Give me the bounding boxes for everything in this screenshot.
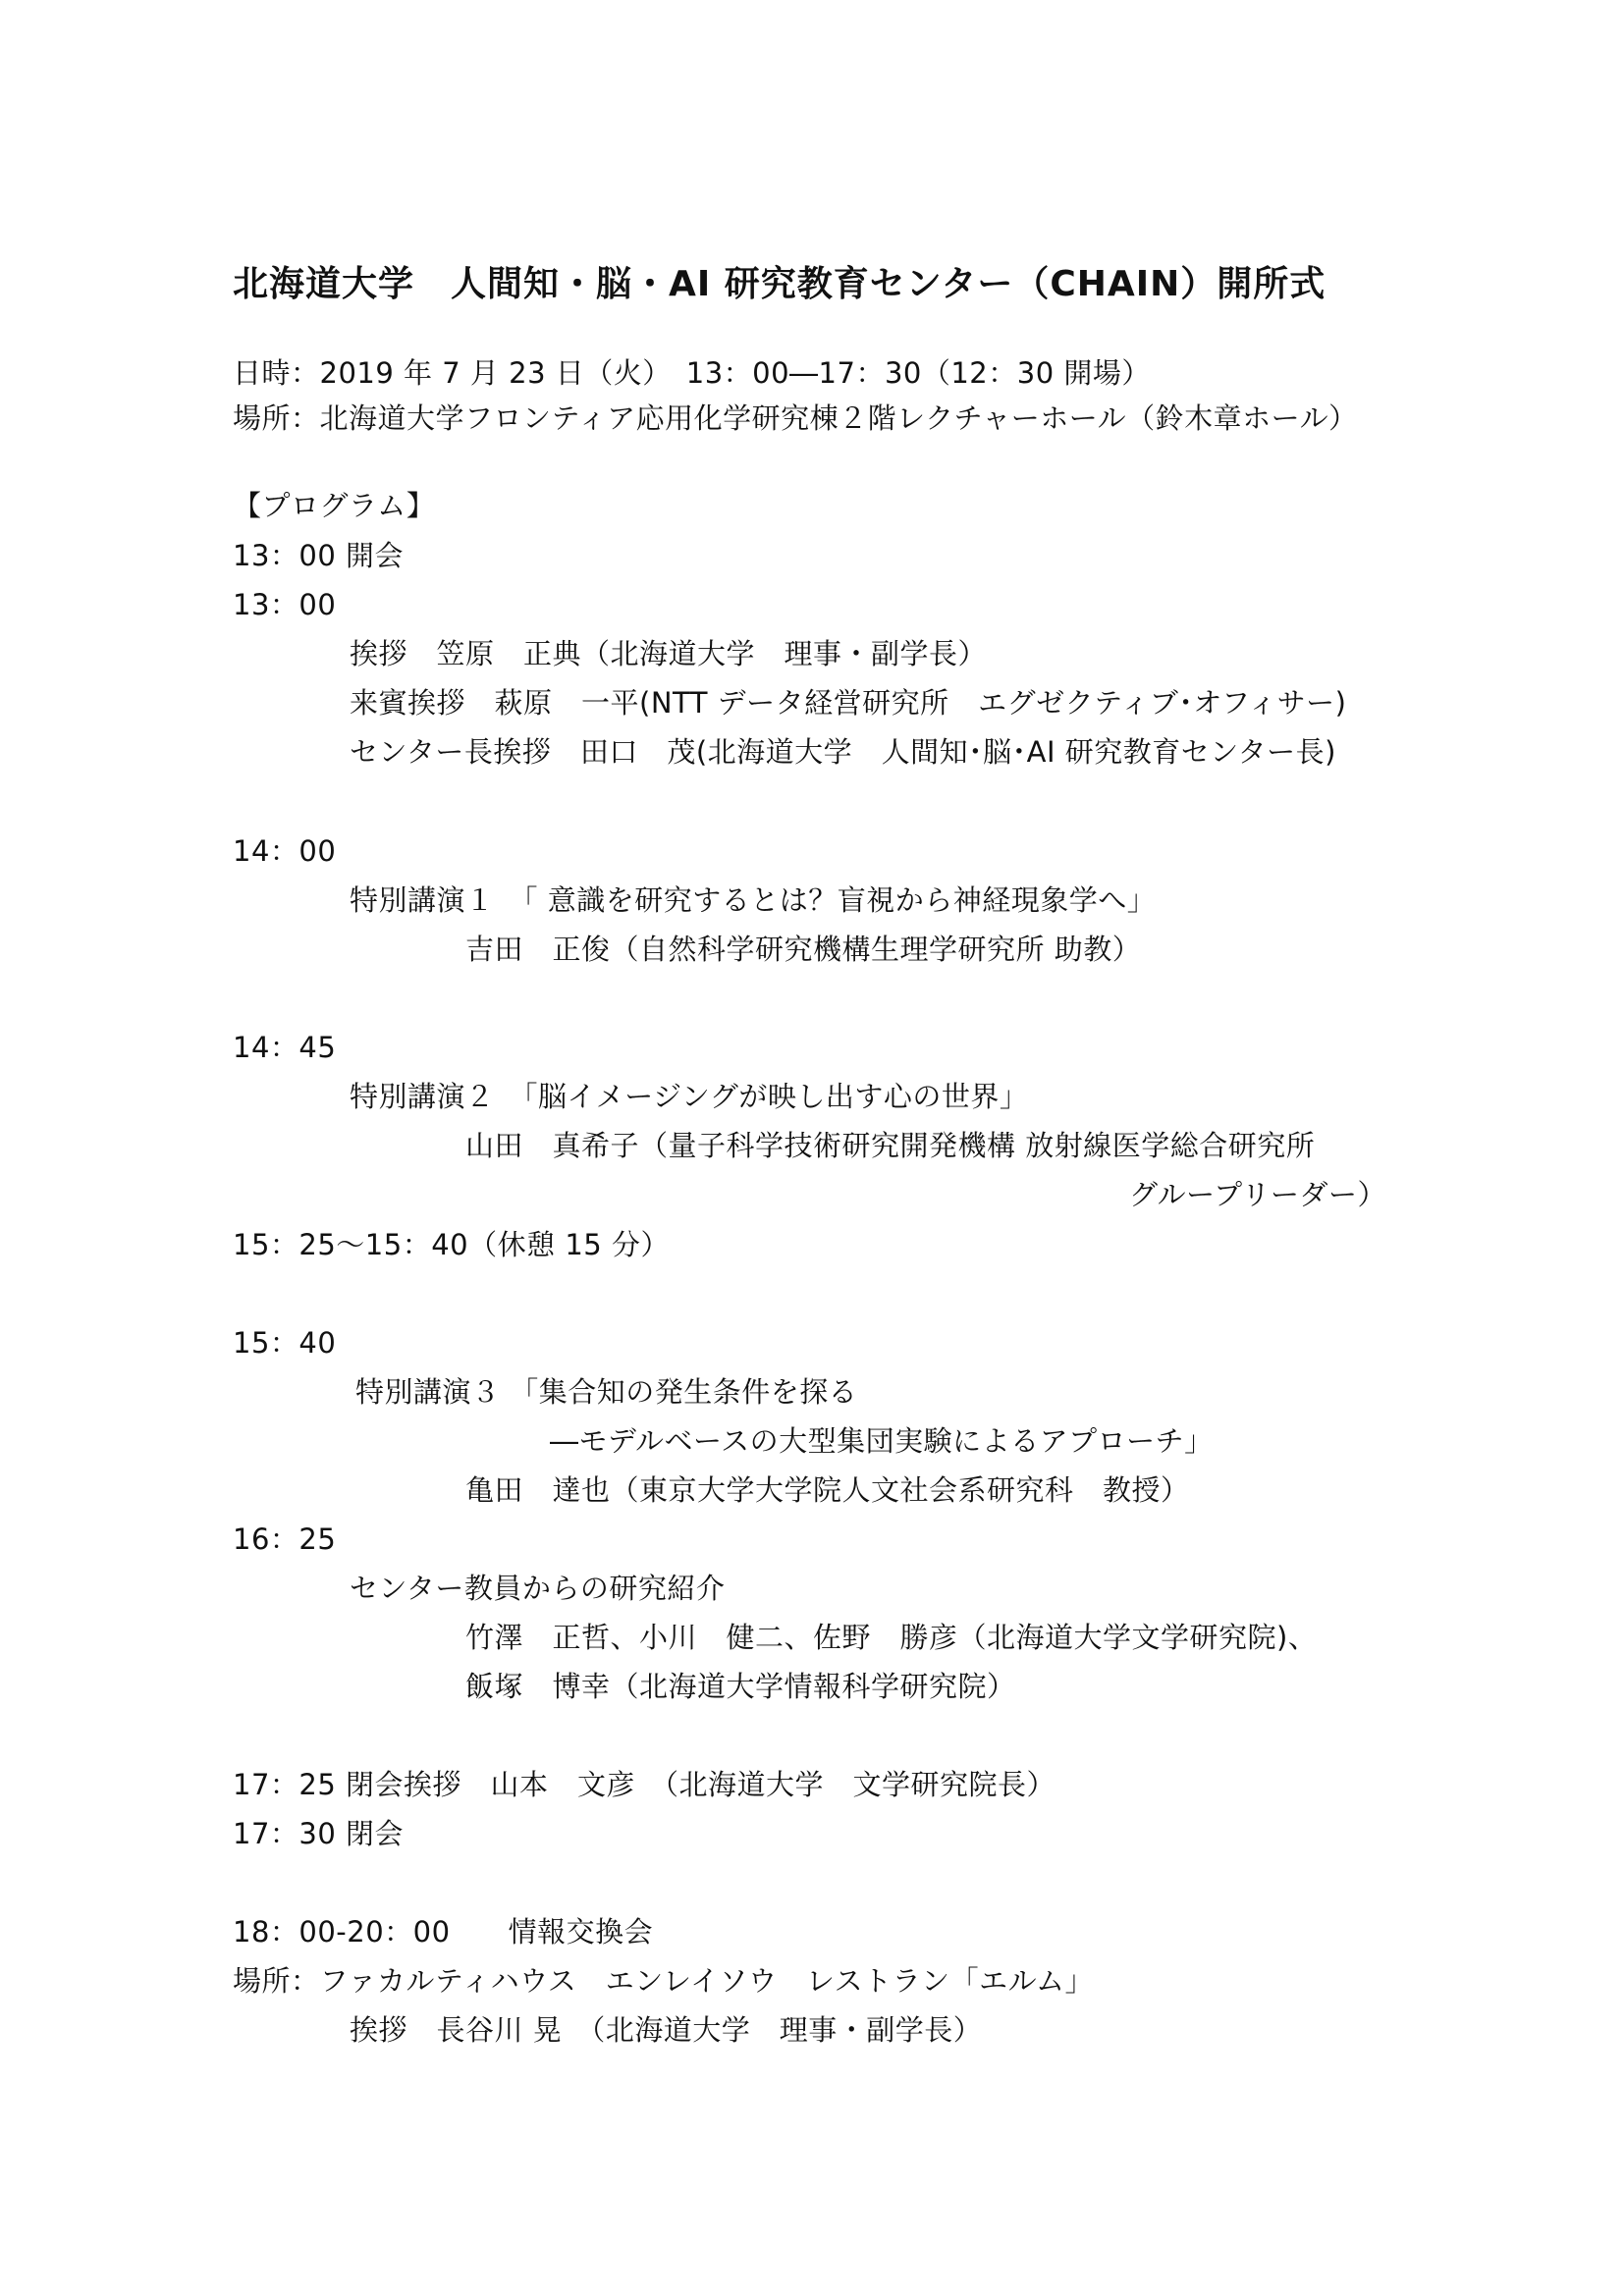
lecture3-time: 15：40 (233, 1326, 337, 1360)
reception-greeting: 挨拶 長谷川 晃 （北海道大学 理事・副学長） (350, 2013, 983, 2047)
lecture1-time: 14：00 (233, 834, 337, 868)
opening-time: 13：00 (233, 539, 337, 572)
greetings-time: 13：00 (233, 588, 337, 621)
reception-venue: 場所：ファカルティハウス エンレイソウ レストラン「エルム」 (233, 1964, 1095, 1998)
intro-members-1: 竹澤 正哲、小川 健二、佐野 勝彦（北海道大学文学研究院)、 (465, 1621, 1318, 1654)
document-title: 北海道大学 人間知・脳・AI 研究教育センター（CHAIN）開所式 (233, 264, 1326, 304)
lecture3-title: 特別講演３ 「集合知の発生条件を探る (355, 1375, 858, 1409)
closing-remarks-line: 17：25 閉会挨拶 山本 文彦 （北海道大学 文学研究院長） (233, 1768, 1056, 1801)
break-line: 15：25～15：40（休憩 15 分） (233, 1228, 670, 1261)
lecture2-speaker: 山田 真希子（量子科学技術研究開発機構 放射線医学総合研究所 (465, 1129, 1316, 1162)
lecture2-title: 特別講演２ 「脳イメージングが映し出す心の世界」 (350, 1080, 1029, 1113)
greeting-item: 挨拶 笠原 正典（北海道大学 理事・副学長） (350, 637, 988, 670)
greeting-item: 来賓挨拶 萩原 一平(NTT データ経営研究所 エグゼクティブ･オフィサー) (350, 686, 1347, 720)
intro-label: センター教員からの研究紹介 (350, 1572, 726, 1605)
event-date-line: 日時：2019 年 7 月 23 日（火） 13：00―17：30（12：30 開場） (233, 356, 1151, 390)
reception-line: 18：00-20：00 情報交換会 (233, 1915, 654, 1949)
lecture3-subtitle: ―モデルベースの大型集団実験によるアプローチ」 (550, 1424, 1214, 1458)
lecture3-speaker: 亀田 達也（東京大学大学院人文社会系研究科 教授） (465, 1473, 1190, 1507)
intro-time: 16：25 (233, 1522, 337, 1556)
opening-label: 開会 (346, 539, 405, 572)
lecture1-speaker: 吉田 正俊（自然科学研究機構生理学研究所 助教） (465, 933, 1142, 966)
opening-row (233, 538, 404, 573)
closing-line: 17：30 閉会 (233, 1817, 405, 1850)
lecture1-title: 特別講演１ 「 意識を研究するとは？盲視から神経現象学へ」 (350, 883, 1157, 917)
lecture2-time: 14：45 (233, 1031, 337, 1064)
program-heading: 【プログラム】 (233, 489, 436, 522)
greeting-item: センター長挨拶 田口 茂(北海道大学 人間知･脳･AI 研究教育センター長) (350, 735, 1336, 769)
intro-members-2: 飯塚 博幸（北海道大学情報科学研究院） (465, 1670, 1016, 1703)
lecture2-speaker-role: グループリーダー） (1129, 1178, 1387, 1211)
event-venue-line: 場所：北海道大学フロンティア応用化学研究棟２階レクチャーホール（鈴木章ホール） (233, 401, 1358, 435)
